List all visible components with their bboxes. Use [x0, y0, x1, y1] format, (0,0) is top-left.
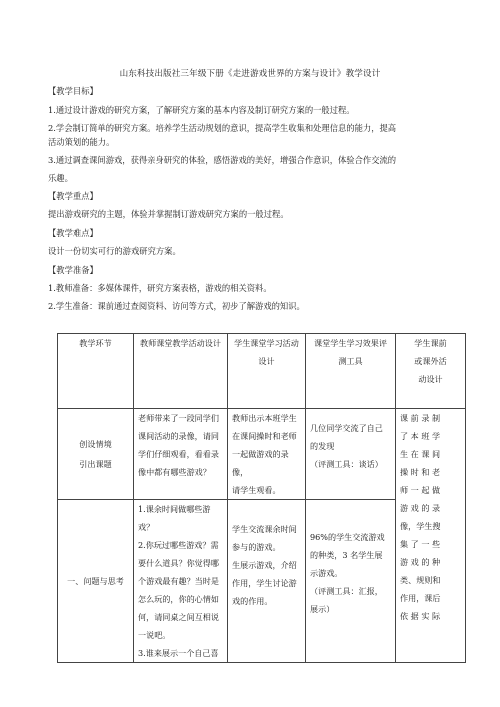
extracurricular-line-10: 类、规则和 [400, 575, 441, 585]
header-extracurricular-line-3: 动设计 [418, 374, 443, 384]
key-points-text: 提出游戏研究的主题，体验并掌握制订游戏研究方案的一般过程。 [48, 209, 289, 219]
preparation-heading: 【教学准备】 [48, 265, 98, 275]
objective-3-line-1: 3.通过调查课间游戏，获得亲身研究的体验，感悟游戏的美好，增强合作意识，体验合作交流的 [48, 155, 397, 165]
extracurricular-line-8: 集 了 一 些 [400, 539, 441, 549]
header-assessment-line-2: 测工具 [338, 356, 363, 366]
row2-student-line-3: 生展示游戏，介绍 [232, 560, 297, 570]
row2-assessment-line-1: 96%的学生交流游戏 [310, 532, 385, 542]
row2-assessment-line-2: 的种类，3 名学生展 [310, 550, 383, 560]
header-extracurricular [396, 334, 466, 409]
difficulty-heading: 【教学难点】 [48, 228, 98, 238]
objective-2-line-2: 活动策划的能力。 [48, 137, 115, 147]
row2-teacher-line-7: 一说吧。 [138, 630, 171, 640]
row1-assessment-line-2: 的发现 [310, 441, 335, 451]
objective-1: 1.通过设计游戏的研究方案，了解研究方案的基本内容及制订研究方案的一般过程。 [48, 105, 355, 115]
row1-teacher-line-2: 课间活动的录像，请同 [138, 431, 219, 441]
row1-student-line-4: 请学生观看。 [232, 485, 281, 495]
row2-teacher-line-6: 何，请同桌之间互相说 [138, 612, 219, 622]
row1-stage [58, 409, 134, 500]
extracurricular-line-4: 操 时 和 老 [400, 467, 441, 477]
lesson-plan-table [57, 333, 466, 663]
extracurricular-line-9: 游 戏 的 种 [400, 557, 441, 567]
row2-teacher [134, 500, 228, 663]
extracurricular-line-6: 游 戏 的 录 [400, 503, 441, 513]
extracurricular-cell [396, 409, 466, 663]
header-assessment [306, 334, 396, 409]
row1-student-line-2: 在课间操时和老师 [232, 431, 297, 441]
extracurricular-line-11: 作用，课后 [400, 593, 441, 603]
row2-teacher-line-3: 要什么道具？你觉得哪 [138, 558, 219, 568]
row1-student-line-3: 一起做游戏的录像， [232, 449, 289, 477]
row2-teacher-line-8: 3.谁来展示一个自己喜 [138, 648, 219, 658]
row1-assessment [306, 409, 396, 500]
objective-2-line-1: 2.学会制订简单的研究方案。培养学生活动规划的意识，提高学生收集和处理信息的能力，提高 [48, 123, 397, 133]
extracurricular-line-12: 依 据 实 际 [400, 611, 441, 621]
row1-teacher-line-4: 像中都有哪些游戏？ [138, 467, 211, 477]
row1-student-line-1: 教师出示本班学生 [232, 413, 297, 423]
row1-assessment-line-3: （评测工具：谈话） [310, 459, 383, 469]
table-row [58, 409, 466, 500]
objective-3-line-2: 乐趣。 [48, 173, 73, 183]
objectives-heading: 【教学目标】 [48, 86, 98, 96]
difficulty-text: 设计一份切实可行的游戏研究方案。 [48, 246, 181, 256]
extracurricular-line-1: 课 前 录 制 [400, 413, 441, 423]
row2-student-line-5: 戏的作用。 [232, 596, 273, 606]
document-title: 山东科技出版社三年级下册《走进游戏世界的方案与设计》教学设计 [119, 69, 381, 79]
row2-student-line-2: 参与的游戏。 [232, 542, 281, 552]
header-extracurricular-line-1: 学生课前 [414, 338, 447, 348]
row2-student [228, 500, 306, 663]
header-assessment-line-1: 课堂学生学习效果评 [314, 338, 387, 348]
row1-student [228, 409, 306, 500]
extracurricular-line-3: 生 在 课 间 [400, 449, 441, 459]
row2-assessment [306, 500, 396, 663]
row1-teacher-line-1: 老师带来了一段同学们 [138, 413, 219, 423]
row2-assessment-line-3: 示游戏。 [310, 568, 343, 578]
row1-assessment-line-1: 几位同学交流了自己 [310, 423, 383, 433]
row1-stage-line-1: 创设情境 [79, 439, 112, 449]
row2-assessment-line-5: 展示） [310, 604, 335, 614]
row1-teacher-line-3: 学们仔细观看，看看录 [138, 449, 219, 459]
header-student-activity-line-2: 设计 [258, 356, 275, 366]
header-extracurricular-line-2: 或课外活 [414, 356, 447, 366]
header-teacher-activity: 教师课堂教学活动设计 [134, 334, 228, 409]
preparation-students: 2.学生准备：课前通过查阅资料、访问等方式，初步了解游戏的知识。 [48, 301, 305, 311]
row1-teacher [134, 409, 228, 500]
table-header-row [58, 334, 466, 409]
header-student-activity-line-1: 学生课堂学习活动 [234, 338, 299, 348]
row2-teacher-line-2: 2.你玩过哪些游戏？需 [138, 540, 219, 550]
header-student-activity [228, 334, 306, 409]
row1-stage-line-2: 引出课题 [79, 459, 112, 469]
row2-assessment-line-4: （评测工具：汇报， [310, 586, 383, 596]
preparation-teacher: 1.教师准备：多媒体课件，研究方案表格，游戏的相关资料。 [48, 283, 272, 293]
row2-teacher-line-4: 个游戏最有趣？当时是 [138, 576, 219, 586]
row2-teacher-line-1: 1.课余时间做哪些游戏？ [138, 504, 211, 532]
header-stage: 教学环节 [58, 334, 134, 409]
key-points-heading: 【教学重点】 [48, 191, 98, 201]
extracurricular-line-5: 师 一 起 做 [400, 485, 441, 495]
extracurricular-line-7: 像，学生搜 [400, 521, 441, 531]
row2-teacher-line-5: 怎么玩的，你的心情如 [138, 594, 219, 604]
row2-student-line-4: 作用，学生讨论游 [232, 578, 297, 588]
row2-stage: 一、问题与思考 [58, 500, 134, 663]
extracurricular-line-2: 了 本 班 学 [400, 431, 441, 441]
row2-student-line-1: 学生交流课余时间 [232, 524, 297, 534]
